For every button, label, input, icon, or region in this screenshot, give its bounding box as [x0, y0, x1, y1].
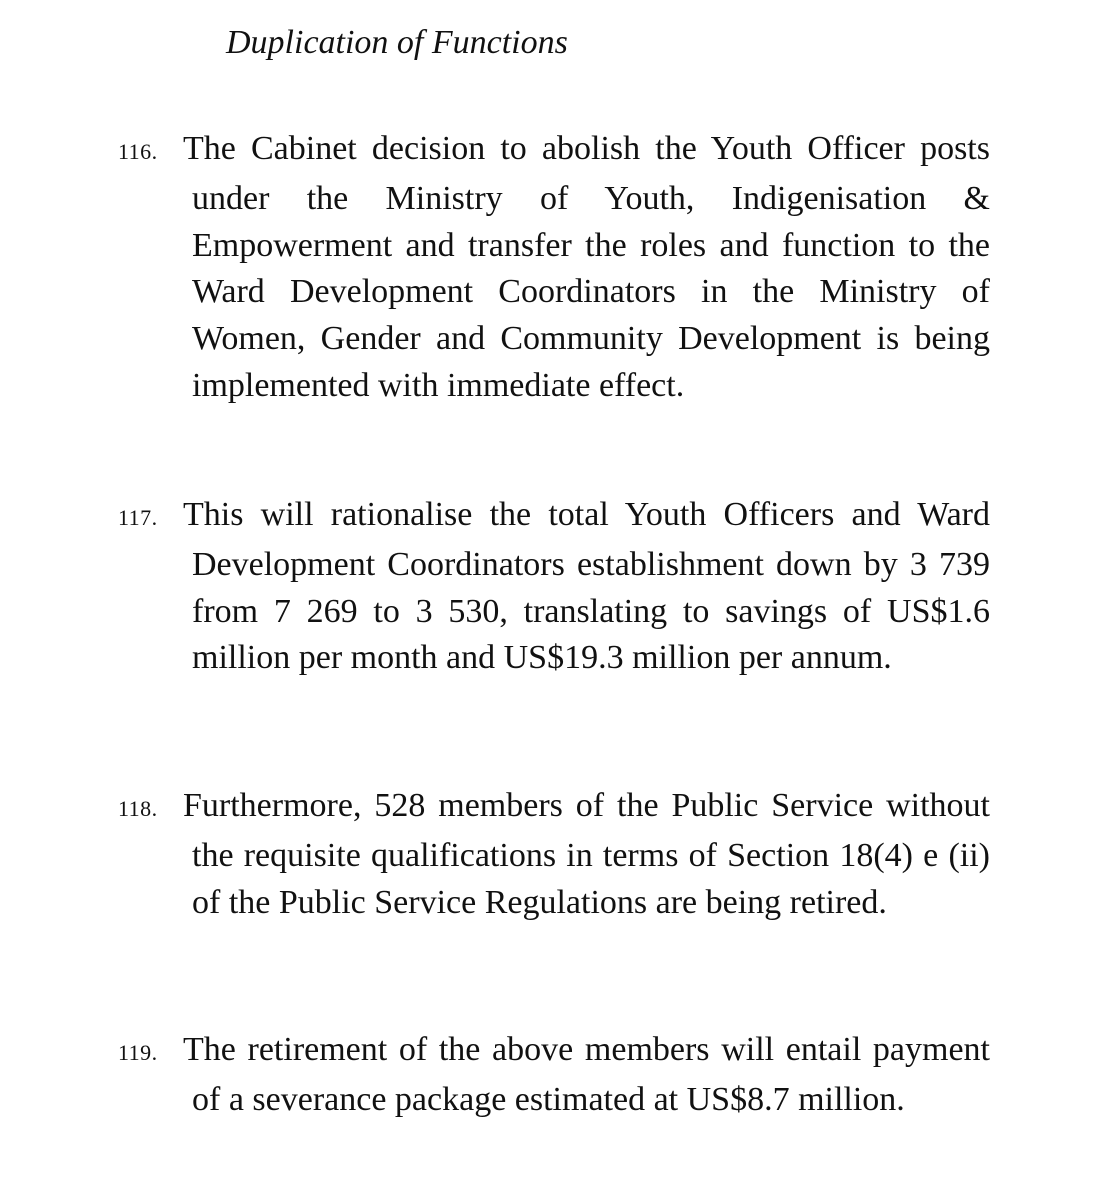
paragraph-118	[118, 783, 990, 926]
paragraph-number: 116.	[118, 139, 158, 164]
paragraph-116	[118, 126, 990, 410]
paragraph-number: 119.	[118, 1040, 158, 1065]
paragraph-number: 117.	[118, 505, 158, 530]
paragraph-119	[118, 1027, 990, 1124]
paragraph-text: This will rationalise the total Youth Officers and Ward Development Coordinators establishment down by 3 739 from 7 269 to 3 530, translating to savings of US$1.6 million per month and US$19.3 million per annum.	[183, 496, 990, 677]
paragraph-text: The Cabinet decision to abolish the Youth Officer posts under the Ministry of Youth, Indigenisation & Empowerment and transfer the roles and function to the Ward Development Coordinators in the Ministry of Women, Gender and Community Development is being implemented with immediate effect.	[183, 130, 990, 404]
paragraph-text: Furthermore, 528 members of the Public Service without the requisite qualifications in terms of Section 18(4) e (ii) of the Public Service Regulations are being retired.	[183, 787, 990, 921]
section-heading: Duplication of Functions	[226, 24, 568, 61]
paragraph-text: The retirement of the above members will entail payment of a severance package estimated at US$8.7 million.	[183, 1031, 990, 1118]
paragraph-117	[118, 492, 990, 682]
paragraph-number: 118.	[118, 796, 158, 821]
